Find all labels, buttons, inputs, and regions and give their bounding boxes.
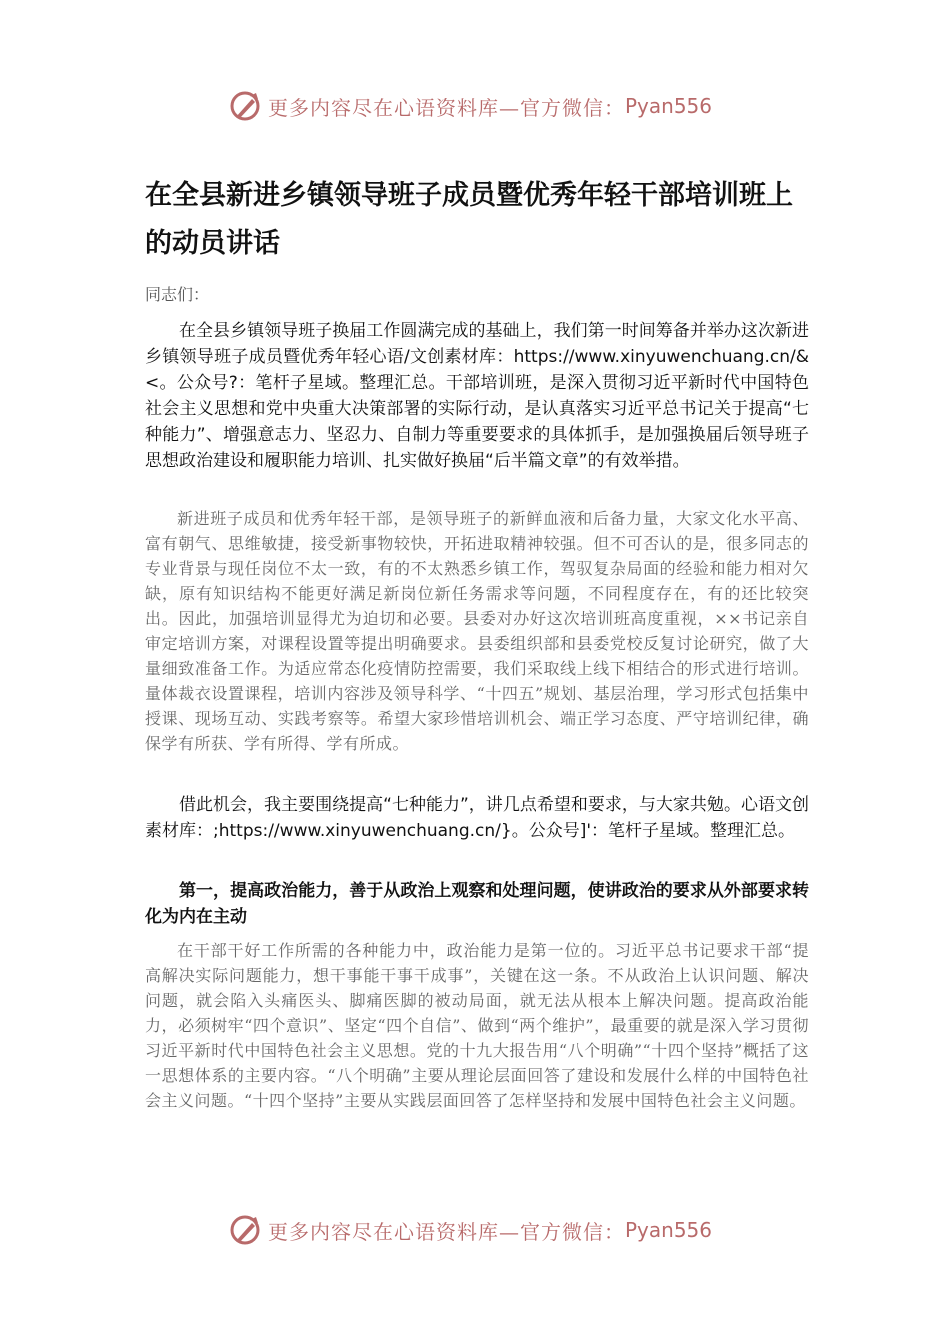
banner-text: 更多内容尽在心语资料库—官方微信： — [268, 1219, 625, 1244]
paragraph-4: 在干部干好工作所需的各种能力中，政治能力是第一位的。习近平总书记要求干部“提高解决实际问题能力，想干事能干事干成事”，关键在这一条。不从政治上认识问题、解决问题，就会陷入头痛医头、脚痛医脚的被动局面，就无法从根本上解决问题。提高政治能力，必须树牢“四个意识”、坚定“四个自信”、做到“两个维护”，最重要的就是深入学习贯彻习近平新时代中国特色社会主义思想。党的十九大报告用“八个明确”“十四个坚持”概括了这一思想体系的主要内容。“八个明确”主要从理论层面回答了建设和发展什么样的中国特色社会主义问题。“十四个坚持”主要从实践层面回答了怎样坚持和发展中国特色社会主义问题。 — [145, 941, 809, 1110]
banner-wechat-id: Pyan556 — [625, 94, 713, 118]
footer-banner — [228, 1210, 728, 1250]
document-title: 在全县新进乡镇领导班子成员暨优秀年轻干部培训班上的动员讲话 — [145, 180, 793, 259]
banner-text: 更多内容尽在心语资料库—官方微信： — [268, 95, 625, 120]
pen-logo-icon — [228, 1213, 262, 1247]
paragraph-2: 新进班子成员和优秀年轻干部，是领导班子的新鲜血液和后备力量，大家文化水平高、富有朝气、思维敏捷，接受新事物较快，开拓进取精神较强。但不可否认的是，很多同志的专业背景与现任岗位不太一致，有的不太熟悉乡镇工作，驾驭复杂局面的经验和能力相对欠缺，原有知识结构不能更好满足新岗位新任务需求等问题，不同程度存在，有的还比较突出。因此，加强培训显得尤为迫切和必要。县委对办好这次培训班高度重视，××书记亲自审定培训方案，对课程设置等提出明确要求。县委组织部和县委党校反复讨论研究，做了大量细致准备工作。为适应常态化疫情防控需要，我们采取线上线下相结合的形式进行培训。量体裁衣设置课程，培训内容涉及领导科学、“十四五”规划、基层治理，学习形式包括集中授课、现场互动、实践考察等。希望大家珍惜培训机会、端正学习态度、严守培训纪律，确保学有所获、学有所得、学有所成。 — [145, 509, 809, 753]
paragraph-1: 在全县乡镇领导班子换届工作圆满完成的基础上，我们第一时间筹备并举办这次新进乡镇领导班子成员暨优秀年轻心语/文创素材库：https://www.xinyuwenchuang.cn/&<。公众号?：笔杆子星域。整理汇总。干部培训班，是深入贯彻习近平新时代中国特色社会主义思想和党中央重大决策部署的实际行动，是认真落实习近平总书记关于提高“七种能力”、增强意志力、坚忍力、自制力等重要要求的具体抓手，是加强换届后领导班子思想政治建设和履职能力培训、扎实做好换届“后半篇文章”的有效举措。 — [145, 321, 809, 471]
paragraph-3: 借此机会，我主要围绕提高“七种能力”，讲几点希望和要求，与大家共勉。心语文创素材库：;https://www.xinyuwenchuang.cn/}。公众号]'：笔杆子星域。整理汇总。 — [145, 795, 809, 841]
header-banner — [228, 86, 728, 126]
greeting: 同志们： — [145, 285, 210, 304]
banner-wechat-id: Pyan556 — [625, 1218, 713, 1242]
section-heading-1: 第一，提高政治能力，善于从政治上观察和处理问题，使讲政治的要求从外部要求转化为内在主动 — [145, 881, 809, 927]
pen-logo-icon — [228, 89, 262, 123]
